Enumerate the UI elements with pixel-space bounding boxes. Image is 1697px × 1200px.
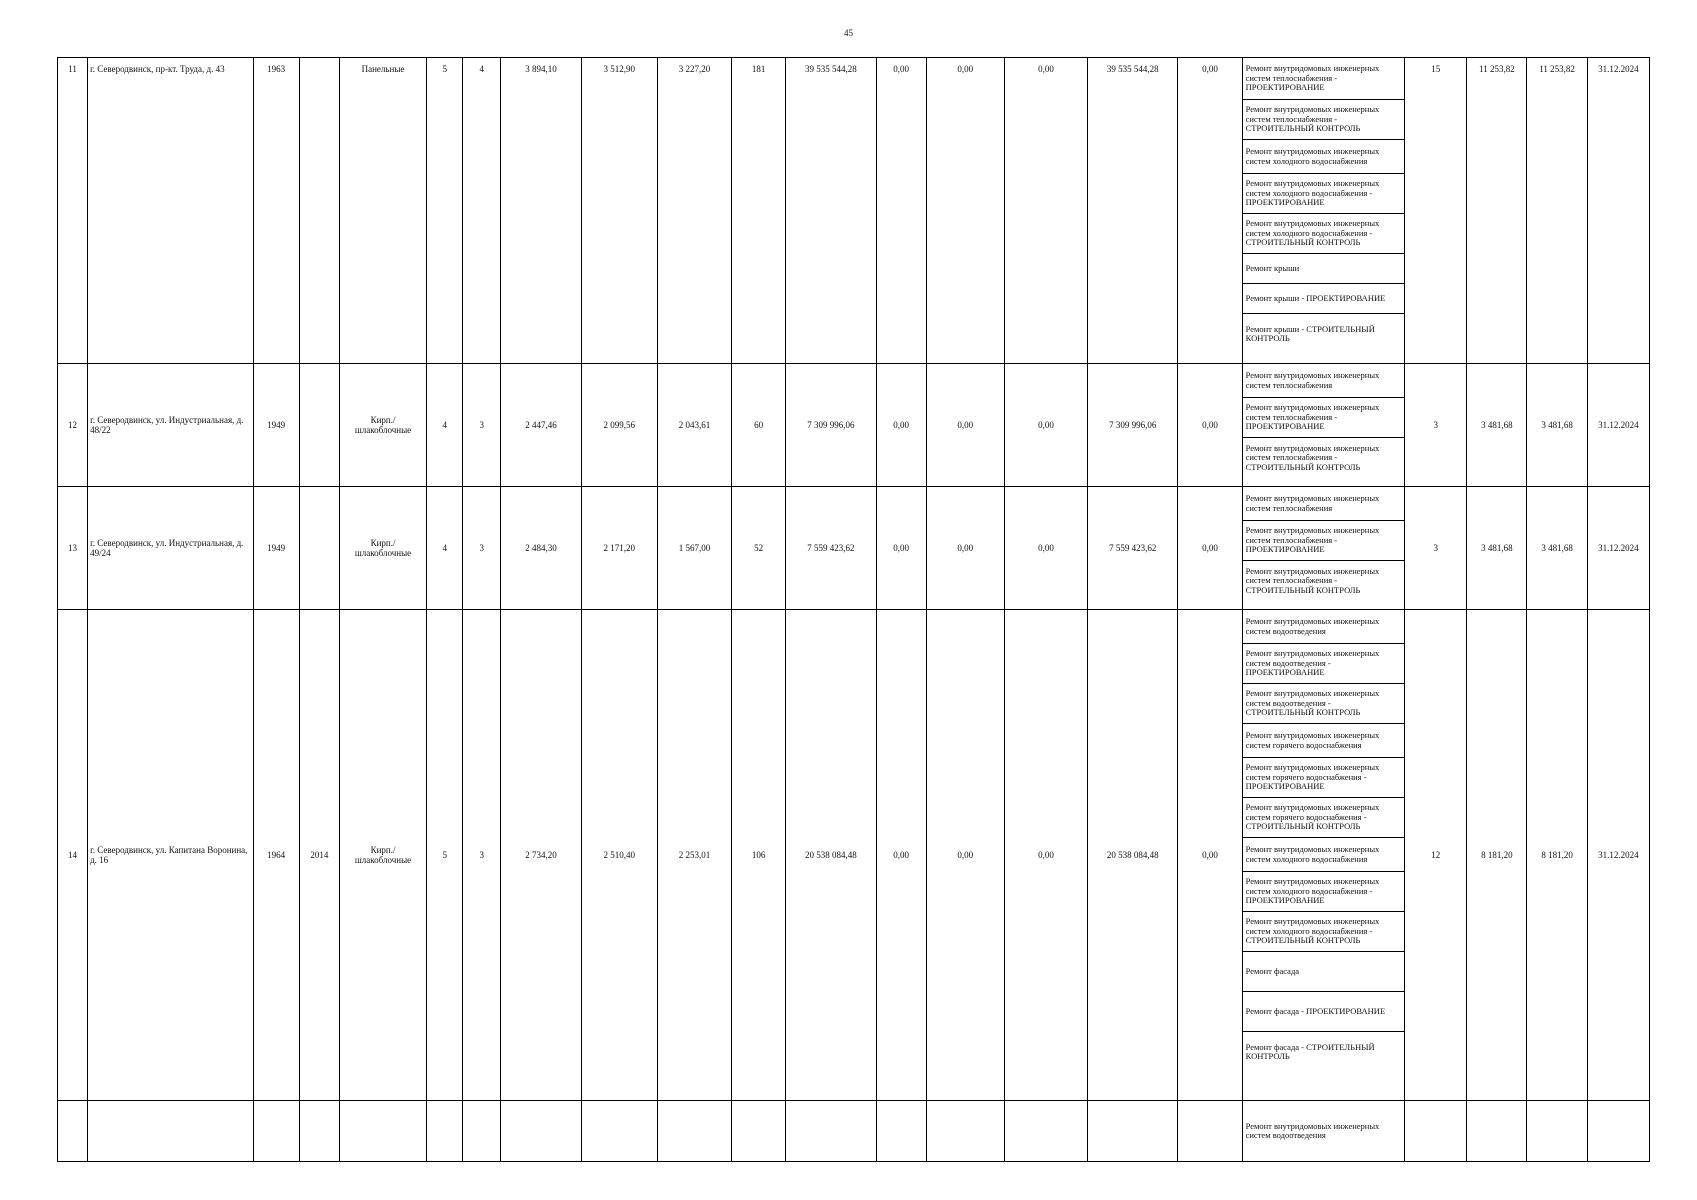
- cell-no: 13: [58, 487, 88, 610]
- work-item-label: Ремонт внутридомовых инженерных систем водоотведения - ПРОЕКТИРОВАНИЕ: [1245, 648, 1380, 678]
- cell-unit-cost: [1467, 1101, 1527, 1162]
- work-item: [1243, 684, 1405, 724]
- cell-cost-local: 0,00: [1004, 610, 1087, 1101]
- works-list: [1243, 610, 1405, 1100]
- table-row: [58, 610, 1650, 1101]
- work-item-label: Ремонт крыши - СТРОИТЕЛЬНЫЙ КОНТРОЛЬ: [1245, 323, 1375, 343]
- works-list: [1243, 364, 1405, 486]
- cell-year-reconstruction: 2014: [299, 610, 339, 1101]
- works-list: [1243, 58, 1405, 363]
- cell-no: 11: [58, 58, 88, 364]
- cell-unit-cost: 3 481,68: [1467, 487, 1527, 610]
- cell-cost-owners: 20 538 084,48: [1088, 610, 1178, 1101]
- capital-repair-table: [57, 57, 1650, 1162]
- table-body: [58, 58, 1650, 1162]
- cell-entrances: 3: [463, 364, 501, 487]
- work-item: [1243, 254, 1405, 284]
- cell-cost-local: [1004, 1101, 1087, 1162]
- cell-entrances: [463, 1101, 501, 1162]
- cell-wall-material: Кирп./ шлакоблочные: [339, 487, 426, 610]
- work-item: [1243, 724, 1405, 758]
- cell-address: г. Северодвинск, ул. Капитана Воронина, д. 16: [88, 610, 254, 1101]
- cell-cost-other: 0,00: [1178, 364, 1242, 487]
- cell-total-area: 3 894,10: [501, 58, 581, 364]
- cell-cost-regional: 0,00: [926, 487, 1004, 610]
- cell-year-reconstruction: [299, 364, 339, 487]
- table-row: [58, 364, 1650, 487]
- work-item: [1243, 364, 1405, 398]
- cell-unit-cost-max: 3 481,68: [1527, 487, 1587, 610]
- work-item: [1243, 58, 1405, 100]
- cell-cost-regional: 0,00: [926, 364, 1004, 487]
- table-row: [58, 58, 1650, 364]
- cell-area-residential: 2 043,61: [657, 364, 731, 487]
- cell-residents: 181: [732, 58, 786, 364]
- cell-deadline: 31.12.2024: [1587, 58, 1649, 364]
- work-item-label: Ремонт внутридомовых инженерных систем теплоснабжения - СТРОИТЕЛЬНЫЙ КОНТРОЛЬ: [1245, 442, 1380, 472]
- work-item: [1243, 398, 1405, 438]
- work-item: [1243, 100, 1405, 140]
- cell-floors: 4: [427, 487, 463, 610]
- cell-area-premises: 2 171,20: [581, 487, 657, 610]
- cell-unit-cost: 3 481,68: [1467, 364, 1527, 487]
- cell-works-count: 15: [1405, 58, 1467, 364]
- work-item-label: Ремонт внутридомовых инженерных систем теплоснабжения: [1245, 493, 1380, 513]
- work-item-label: Ремонт внутридомовых инженерных систем теплоснабжения - ПРОЕКТИРОВАНИЕ: [1245, 525, 1380, 555]
- work-item-label: Ремонт внутридомовых инженерных систем водоотведения: [1245, 1120, 1380, 1140]
- cell-cost-federal: [876, 1101, 926, 1162]
- cell-cost-total: [786, 1101, 876, 1162]
- cell-year-reconstruction: [299, 487, 339, 610]
- work-item: [1243, 561, 1405, 601]
- cell-total-area: 2 484,30: [501, 487, 581, 610]
- work-item: [1243, 314, 1405, 354]
- cell-unit-cost-max: 11 253,82: [1527, 58, 1587, 364]
- cell-floors: 5: [427, 58, 463, 364]
- cell-works-count: [1405, 1101, 1467, 1162]
- work-item: [1243, 912, 1405, 952]
- work-item-label: Ремонт внутридомовых инженерных систем холодного водоснабжения - ПРОЕКТИРОВАНИЕ: [1245, 178, 1380, 208]
- cell-cost-other: 0,00: [1178, 610, 1242, 1101]
- cell-wall-material: Кирп./ шлакоблочные: [339, 610, 426, 1101]
- cell-residents: 52: [732, 487, 786, 610]
- works-list: [1243, 487, 1405, 609]
- cell-cost-local: 0,00: [1004, 58, 1087, 364]
- work-item: [1243, 992, 1405, 1032]
- cell-works-count: 12: [1405, 610, 1467, 1101]
- work-item: [1243, 758, 1405, 798]
- work-item: [1243, 487, 1405, 521]
- cell-area-residential: [657, 1101, 731, 1162]
- cell-wall-material: Кирп./ шлакоблочные: [339, 364, 426, 487]
- cell-address: г. Северодвинск, пр-кт. Труда, д. 43: [88, 58, 254, 364]
- work-item: [1243, 798, 1405, 838]
- cell-deadline: 31.12.2024: [1587, 610, 1649, 1101]
- cell-works-count: 3: [1405, 364, 1467, 487]
- cell-cost-total: 7 559 423,62: [786, 487, 876, 610]
- cell-cost-owners: 7 559 423,62: [1088, 487, 1178, 610]
- cell-cost-other: 0,00: [1178, 487, 1242, 610]
- cell-cost-regional: 0,00: [926, 610, 1004, 1101]
- cell-unit-cost-max: 8 181,20: [1527, 610, 1587, 1101]
- work-item-label: Ремонт фасада - ПРОЕКТИРОВАНИЕ: [1245, 1005, 1386, 1016]
- work-item-label: Ремонт внутридомовых инженерных систем теплоснабжения - ПРОЕКТИРОВАНИЕ: [1245, 63, 1380, 93]
- work-item-label: Ремонт внутридомовых инженерных систем горячего водоснабжения: [1245, 730, 1380, 750]
- cell-unit-cost: 11 253,82: [1467, 58, 1527, 364]
- work-item-label: Ремонт внутридомовых инженерных систем холодного водоснабжения: [1245, 844, 1380, 864]
- work-item: [1243, 952, 1405, 992]
- work-item-label: Ремонт внутридомовых инженерных систем холодного водоснабжения - ПРОЕКТИРОВАНИЕ: [1245, 876, 1380, 906]
- work-item: [1243, 284, 1405, 314]
- cell-floors: 5: [427, 610, 463, 1101]
- cell-cost-total: 20 538 084,48: [786, 610, 876, 1101]
- cell-no: 14: [58, 610, 88, 1101]
- work-item: [1243, 140, 1405, 174]
- cell-cost-federal: 0,00: [876, 610, 926, 1101]
- work-item-label: Ремонт внутридомовых инженерных систем теплоснабжения - ПРОЕКТИРОВАНИЕ: [1245, 402, 1380, 432]
- cell-works: [1242, 1101, 1405, 1162]
- cell-year-reconstruction: [299, 58, 339, 364]
- table-row: [58, 487, 1650, 610]
- cell-cost-federal: 0,00: [876, 487, 926, 610]
- cell-cost-federal: 0,00: [876, 58, 926, 364]
- work-item: [1243, 872, 1405, 912]
- page-number: 45: [844, 28, 853, 38]
- cell-cost-other: 0,00: [1178, 58, 1242, 364]
- work-item: [1243, 644, 1405, 684]
- document-sheet: [57, 57, 1650, 1140]
- cell-address: г. Северодвинск, ул. Индустриальная, д. 48/22: [88, 364, 254, 487]
- cell-unit-cost-max: [1527, 1101, 1587, 1162]
- cell-area-premises: 2 510,40: [581, 610, 657, 1101]
- cell-cost-total: 39 535 544,28: [786, 58, 876, 364]
- cell-area-residential: 3 227,20: [657, 58, 731, 364]
- cell-area-premises: 3 512,90: [581, 58, 657, 364]
- cell-floors: 4: [427, 364, 463, 487]
- work-item: [1243, 1101, 1405, 1161]
- work-item: [1243, 521, 1405, 561]
- cell-cost-total: 7 309 996,06: [786, 364, 876, 487]
- cell-year-built: 1963: [253, 58, 299, 364]
- cell-total-area: 2 734,20: [501, 610, 581, 1101]
- cell-area-residential: 1 567,00: [657, 487, 731, 610]
- cell-year-built: 1949: [253, 364, 299, 487]
- work-item-label: Ремонт внутридомовых инженерных систем горячего водоснабжения - СТРОИТЕЛЬНЫЙ КОНТРОЛЬ: [1245, 802, 1380, 832]
- cell-deadline: 31.12.2024: [1587, 487, 1649, 610]
- cell-cost-owners: 39 535 544,28: [1088, 58, 1178, 364]
- cell-total-area: [501, 1101, 581, 1162]
- cell-unit-cost: 8 181,20: [1467, 610, 1527, 1101]
- table-row: [58, 1101, 1650, 1162]
- cell-no: 12: [58, 364, 88, 487]
- cell-cost-regional: 0,00: [926, 58, 1004, 364]
- cell-works: [1242, 58, 1405, 364]
- work-item-label: Ремонт фасада - СТРОИТЕЛЬНЫЙ КОНТРОЛЬ: [1245, 1041, 1375, 1061]
- cell-cost-local: 0,00: [1004, 364, 1087, 487]
- work-item: [1243, 214, 1405, 254]
- cell-year-reconstruction: [299, 1101, 339, 1162]
- cell-year-built: [253, 1101, 299, 1162]
- cell-works-count: 3: [1405, 487, 1467, 610]
- cell-unit-cost-max: 3 481,68: [1527, 364, 1587, 487]
- cell-cost-local: 0,00: [1004, 487, 1087, 610]
- cell-deadline: [1587, 1101, 1649, 1162]
- cell-entrances: 3: [463, 487, 501, 610]
- works-list: [1243, 1101, 1405, 1161]
- cell-cost-regional: [926, 1101, 1004, 1162]
- cell-area-residential: 2 253,01: [657, 610, 731, 1101]
- cell-area-premises: [581, 1101, 657, 1162]
- cell-works: [1242, 487, 1405, 610]
- work-item-label: Ремонт внутридомовых инженерных систем холодного водоснабжения - СТРОИТЕЛЬНЫЙ КОНТРОЛЬ: [1245, 218, 1380, 248]
- cell-entrances: 4: [463, 58, 501, 364]
- cell-address: [88, 1101, 254, 1162]
- cell-year-built: 1949: [253, 487, 299, 610]
- cell-cost-federal: 0,00: [876, 364, 926, 487]
- cell-residents: [732, 1101, 786, 1162]
- work-item-label: Ремонт внутридомовых инженерных систем водоотведения: [1245, 616, 1380, 636]
- work-item-label: Ремонт внутридомовых инженерных систем теплоснабжения: [1245, 370, 1380, 390]
- work-item-label: Ремонт фасада: [1245, 965, 1300, 976]
- cell-address: г. Северодвинск, ул. Индустриальная, д. 49/24: [88, 487, 254, 610]
- cell-year-built: 1964: [253, 610, 299, 1101]
- work-item-label: Ремонт внутридомовых инженерных систем горячего водоснабжения - ПРОЕКТИРОВАНИЕ: [1245, 762, 1380, 792]
- work-item: [1243, 438, 1405, 478]
- work-item: [1243, 174, 1405, 214]
- cell-floors: [427, 1101, 463, 1162]
- cell-wall-material: [339, 1101, 426, 1162]
- cell-works: [1242, 610, 1405, 1101]
- cell-works: [1242, 364, 1405, 487]
- work-item: [1243, 838, 1405, 872]
- cell-entrances: 3: [463, 610, 501, 1101]
- work-item-label: Ремонт внутридомовых инженерных систем теплоснабжения - СТРОИТЕЛЬНЫЙ КОНТРОЛЬ: [1245, 104, 1380, 134]
- cell-wall-material: Панельные: [339, 58, 426, 364]
- cell-cost-owners: 7 309 996,06: [1088, 364, 1178, 487]
- cell-cost-owners: [1088, 1101, 1178, 1162]
- work-item-label: Ремонт внутридомовых инженерных систем теплоснабжения - СТРОИТЕЛЬНЫЙ КОНТРОЛЬ: [1245, 565, 1380, 595]
- cell-deadline: 31.12.2024: [1587, 364, 1649, 487]
- cell-residents: 106: [732, 610, 786, 1101]
- work-item-label: Ремонт внутридомовых инженерных систем холодного водоснабжения - СТРОИТЕЛЬНЫЙ КОНТРОЛЬ: [1245, 916, 1380, 946]
- work-item-label: Ремонт крыши: [1245, 262, 1300, 273]
- work-item: [1243, 1032, 1405, 1072]
- work-item: [1243, 610, 1405, 644]
- work-item-label: Ремонт внутридомовых инженерных систем холодного водоснабжения: [1245, 146, 1380, 166]
- cell-no: [58, 1101, 88, 1162]
- work-item-label: Ремонт внутридомовых инженерных систем водоотведения - СТРОИТЕЛЬНЫЙ КОНТРОЛЬ: [1245, 688, 1380, 718]
- cell-area-premises: 2 099,56: [581, 364, 657, 487]
- cell-residents: 60: [732, 364, 786, 487]
- work-item-label: Ремонт крыши - ПРОЕКТИРОВАНИЕ: [1245, 292, 1386, 303]
- cell-cost-other: [1178, 1101, 1242, 1162]
- cell-total-area: 2 447,46: [501, 364, 581, 487]
